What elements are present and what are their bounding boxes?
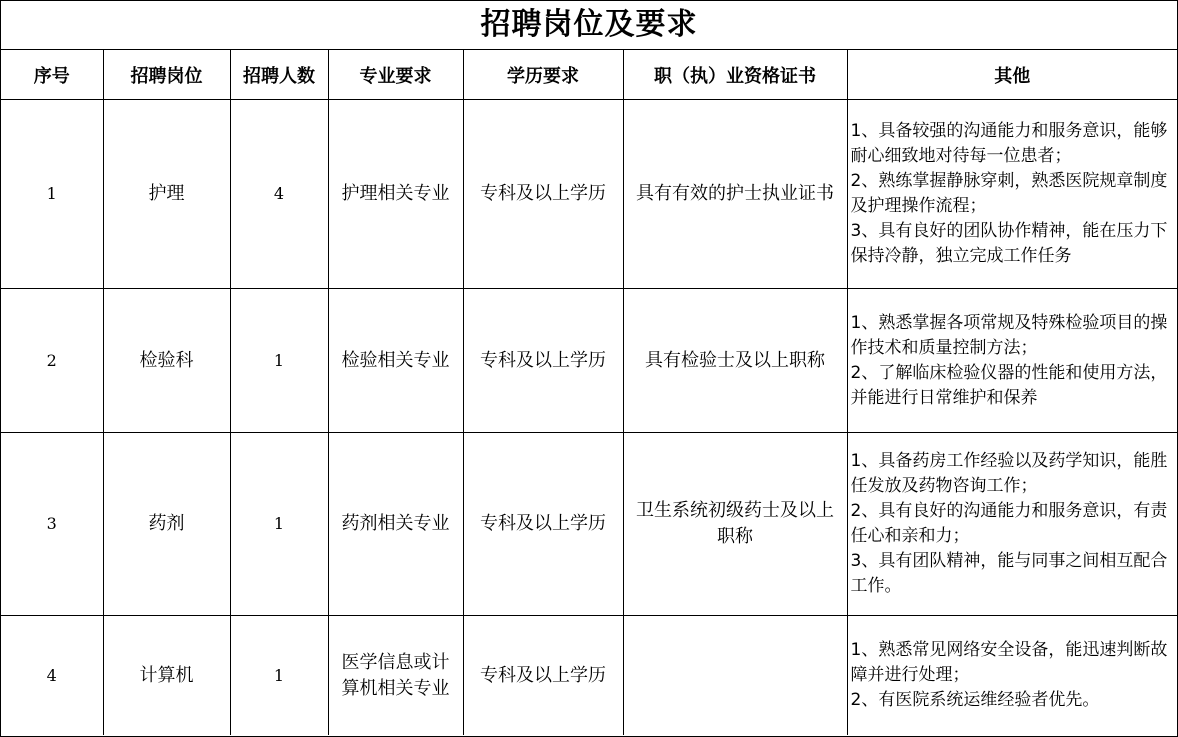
cell-no: 2	[1, 289, 103, 433]
cell-count: 1	[230, 433, 328, 616]
header-row	[1, 50, 1177, 100]
other-line: 2、熟练掌握静脉穿刺，熟悉医院规章制度及护理操作流程；	[850, 171, 1168, 216]
header-no: 序号	[1, 50, 103, 100]
table-row	[1, 289, 1177, 433]
cell-certificate: 具有有效的护士执业证书	[623, 100, 847, 289]
cell-education: 专科及以上学历	[463, 616, 623, 736]
table-row	[1, 433, 1177, 616]
cell-education: 专科及以上学历	[463, 433, 623, 616]
other-line: 1、熟悉掌握各项常规及特殊检验项目的操作技术和质量控制方法；	[850, 312, 1168, 358]
cell-other	[847, 289, 1177, 433]
table-row	[1, 100, 1177, 289]
other-line: 2、有医院系统运维经验者优先。	[850, 690, 1100, 710]
cell-count: 1	[230, 616, 328, 736]
table-row	[1, 616, 1177, 736]
cell-no: 3	[1, 433, 103, 616]
header-count: 招聘人数	[230, 50, 328, 100]
cell-position: 护理	[103, 100, 230, 289]
other-line: 3、具有良好的团队协作精神，能在压力下保持冷静，独立完成工作任务	[850, 221, 1168, 266]
recruitment-table	[1, 50, 1177, 735]
header-major: 专业要求	[328, 50, 463, 100]
cell-no: 1	[1, 100, 103, 289]
page-title: 招聘岗位及要求	[1, 1, 1177, 50]
cell-other	[847, 616, 1177, 736]
other-line: 1、具备药房工作经验以及药学知识，能胜任发放及药物咨询工作；	[850, 451, 1168, 496]
cell-other	[847, 433, 1177, 616]
header-education: 学历要求	[463, 50, 623, 100]
other-line: 2、了解临床检验仪器的性能和使用方法，并能进行日常维护和保养	[850, 362, 1168, 408]
cell-position: 药剂	[103, 433, 230, 616]
cell-education: 专科及以上学历	[463, 289, 623, 433]
cell-major: 药剂相关专业	[328, 433, 463, 616]
cell-certificate	[623, 616, 847, 736]
cell-other	[847, 100, 1177, 289]
other-line: 2、具有良好的沟通能力和服务意识，有责任心和亲和力；	[850, 501, 1168, 546]
cell-no: 4	[1, 616, 103, 736]
header-position: 招聘岗位	[103, 50, 230, 100]
cell-education: 专科及以上学历	[463, 100, 623, 289]
other-line: 1、熟悉常见网络安全设备，能迅速判断故障并进行处理；	[850, 640, 1168, 685]
cell-major: 医学信息或计算机相关专业	[328, 616, 463, 736]
header-certificate: 职（执）业资格证书	[623, 50, 847, 100]
other-line: 1、具备较强的沟通能力和服务意识，能够耐心细致地对待每一位患者；	[850, 121, 1168, 166]
cell-position: 计算机	[103, 616, 230, 736]
cell-major: 护理相关专业	[328, 100, 463, 289]
cell-certificate: 具有检验士及以上职称	[623, 289, 847, 433]
other-line: 3、具有团队精神，能与同事之间相互配合工作。	[850, 551, 1168, 596]
cell-major: 检验相关专业	[328, 289, 463, 433]
cell-count: 1	[230, 289, 328, 433]
header-other: 其他	[847, 50, 1177, 100]
cell-count: 4	[230, 100, 328, 289]
cell-position: 检验科	[103, 289, 230, 433]
cell-certificate: 卫生系统初级药士及以上职称	[623, 433, 847, 616]
